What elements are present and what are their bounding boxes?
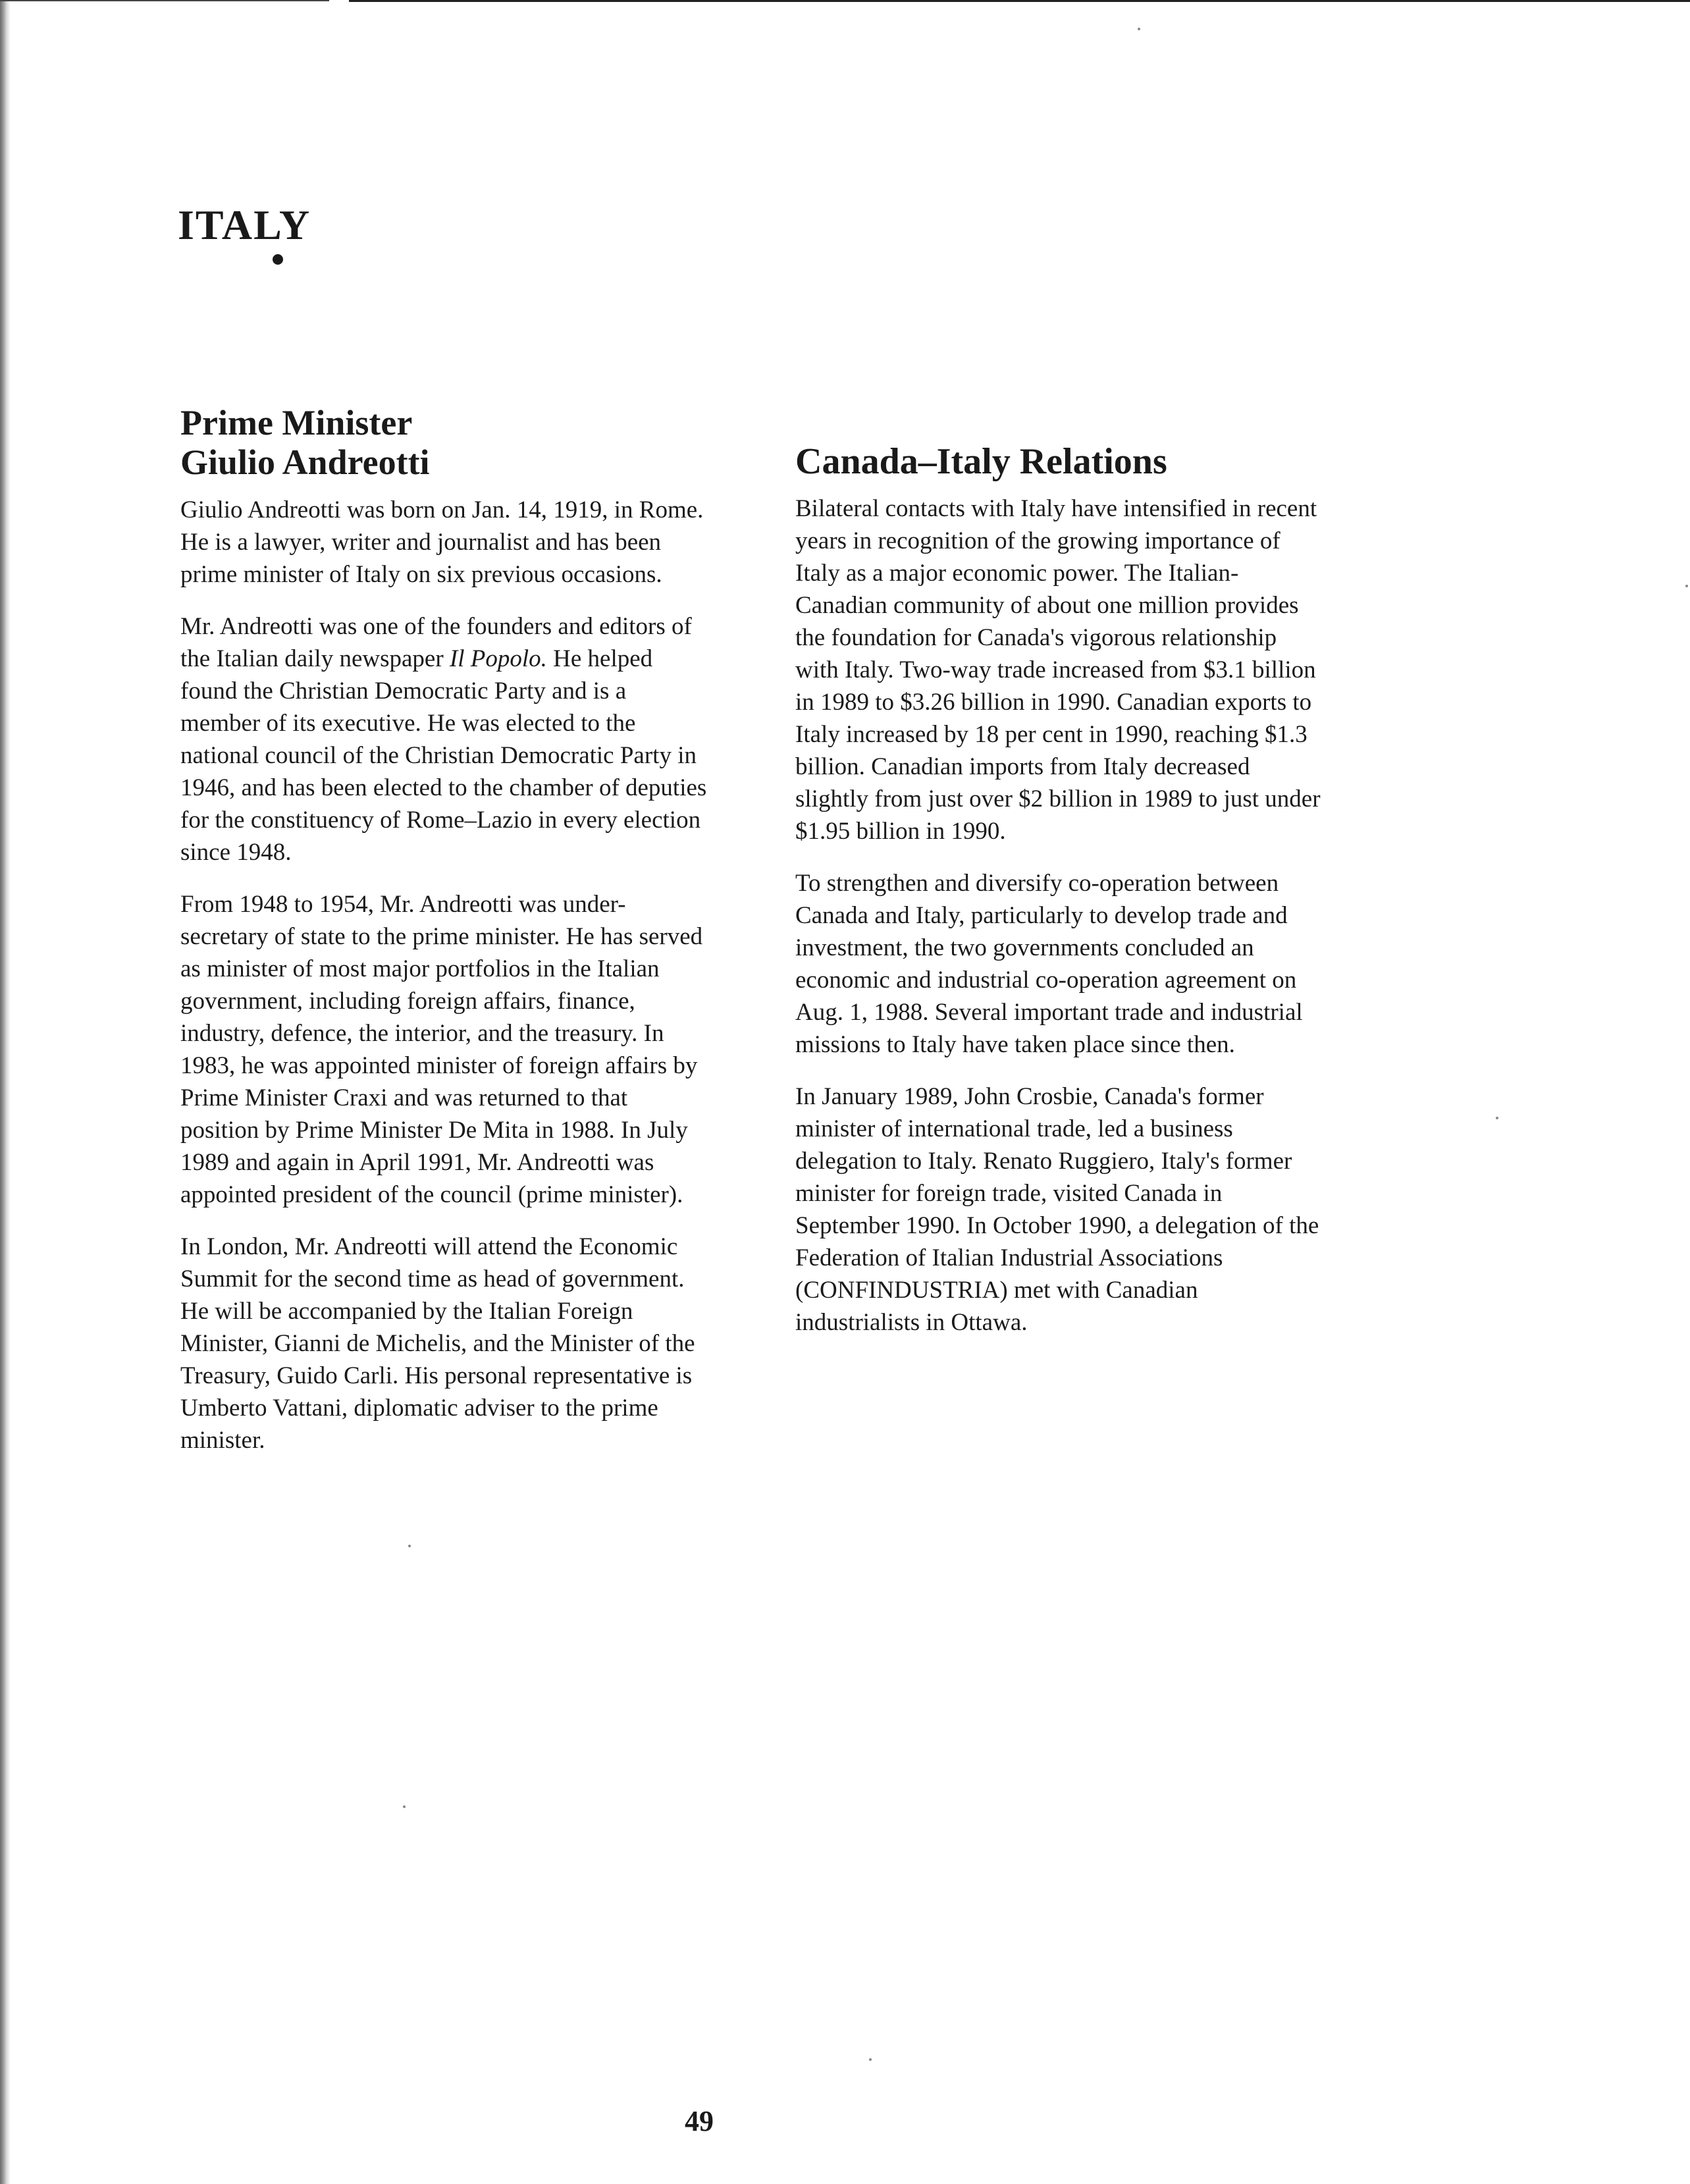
scan-speck <box>869 2058 872 2061</box>
scan-speck <box>408 1545 411 1547</box>
newspaper-name: Il Popolo. <box>449 645 547 672</box>
relations-paragraph-1: Bilateral contacts with Italy have intensified in recent years in recognition of the growing importance of Italy as a major economic power. The Italian-Canadian community of about one million provides the foundation for Canada's vigorous relationship with Italy. Two-way trade increased from $3.1 billion in 1989 to $3.26 billion in 1990. Canadian exports to Italy increased by 18 per cent in 1990, reaching $1.3 billion. Canadian imports from Italy decreased slightly from just over $2 billion in 1989 to just under $1.95 billion in 1990. <box>795 495 1321 845</box>
scan-speck <box>1685 585 1688 587</box>
scan-speck <box>403 1805 406 1808</box>
left-column <box>180 403 707 1476</box>
pm-paragraph-1: Giulio Andreotti was born on Jan. 14, 1919, in Rome. He is a lawyer, writer and journalist and has been prime minister of Italy on six previous occasions. <box>180 496 704 588</box>
scan-binding-edge <box>0 0 11 2184</box>
top-rule <box>349 0 1690 2</box>
pm-paragraph-2-text: Mr. Andreotti was one of the founders and editors of the Italian daily newspaper <box>180 613 692 672</box>
page-number: 49 <box>685 2105 714 2137</box>
right-column <box>795 403 1322 1358</box>
top-rule-left <box>0 0 329 1</box>
pm-heading-line1: Prime Minister <box>180 403 413 442</box>
relations-paragraph-3: In January 1989, John Crosbie, Canada's former minister of international trade, led a business delegation to Italy. Renato Ruggiero, Italy's former minister for foreign trade, visited Canada in September 1990. In October 1990, a delegation of the Federation of Italian Industrial Associations (CONFINDUSTRIA) met with Canadian industrialists in Ottawa. <box>795 1083 1319 1336</box>
relations-heading: Canada–Italy Relations <box>795 441 1167 482</box>
pm-paragraph-2-tail: He helped found the Christian Democratic Party and is a member of its executive. He was elected to the national council of the Christian Democratic Party in 1946, and has been elected to the chamber of deputies for the constituency of Rome–Lazio in every election since 1948. <box>180 645 707 866</box>
section-title: ITALY <box>178 201 311 248</box>
scan-speck <box>1138 28 1140 30</box>
scan-speck <box>1496 1117 1498 1119</box>
pm-paragraph-2 <box>180 610 707 868</box>
title-bullet <box>273 254 283 265</box>
pm-paragraph-4: In London, Mr. Andreotti will attend the Economic Summit for the second time as head of government. He will be accompanied by the Italian Foreign Minister, Gianni de Michelis, and the Minister of the Treasury, Guido Carli. His personal representative is Umberto Vattani, diplomatic adviser to the prime minister. <box>180 1233 695 1454</box>
relations-paragraph-2: To strengthen and diversify co-operation between Canada and Italy, particularly to develop trade and investment, the two governments concluded an economic and industrial co-operation agreement on Aug. 1, 1988. Several important trade and industrial missions to Italy have taken place since then. <box>795 870 1303 1058</box>
pm-heading-line2: Giulio Andreotti <box>180 442 430 482</box>
pm-heading <box>180 403 707 482</box>
pm-paragraph-3: From 1948 to 1954, Mr. Andreotti was under-secretary of state to the prime minister. He has served as minister of most major portfolios in the Italian government, including foreign affairs, finance, industry, defence, the interior, and the treasury. In 1983, he was appointed minister of foreign affairs by Prime Minister Craxi and was returned to that position by Prime Minister De Mita in 1988. In July 1989 and again in April 1991, Mr. Andreotti was appointed president of the council (prime minister). <box>180 891 703 1208</box>
